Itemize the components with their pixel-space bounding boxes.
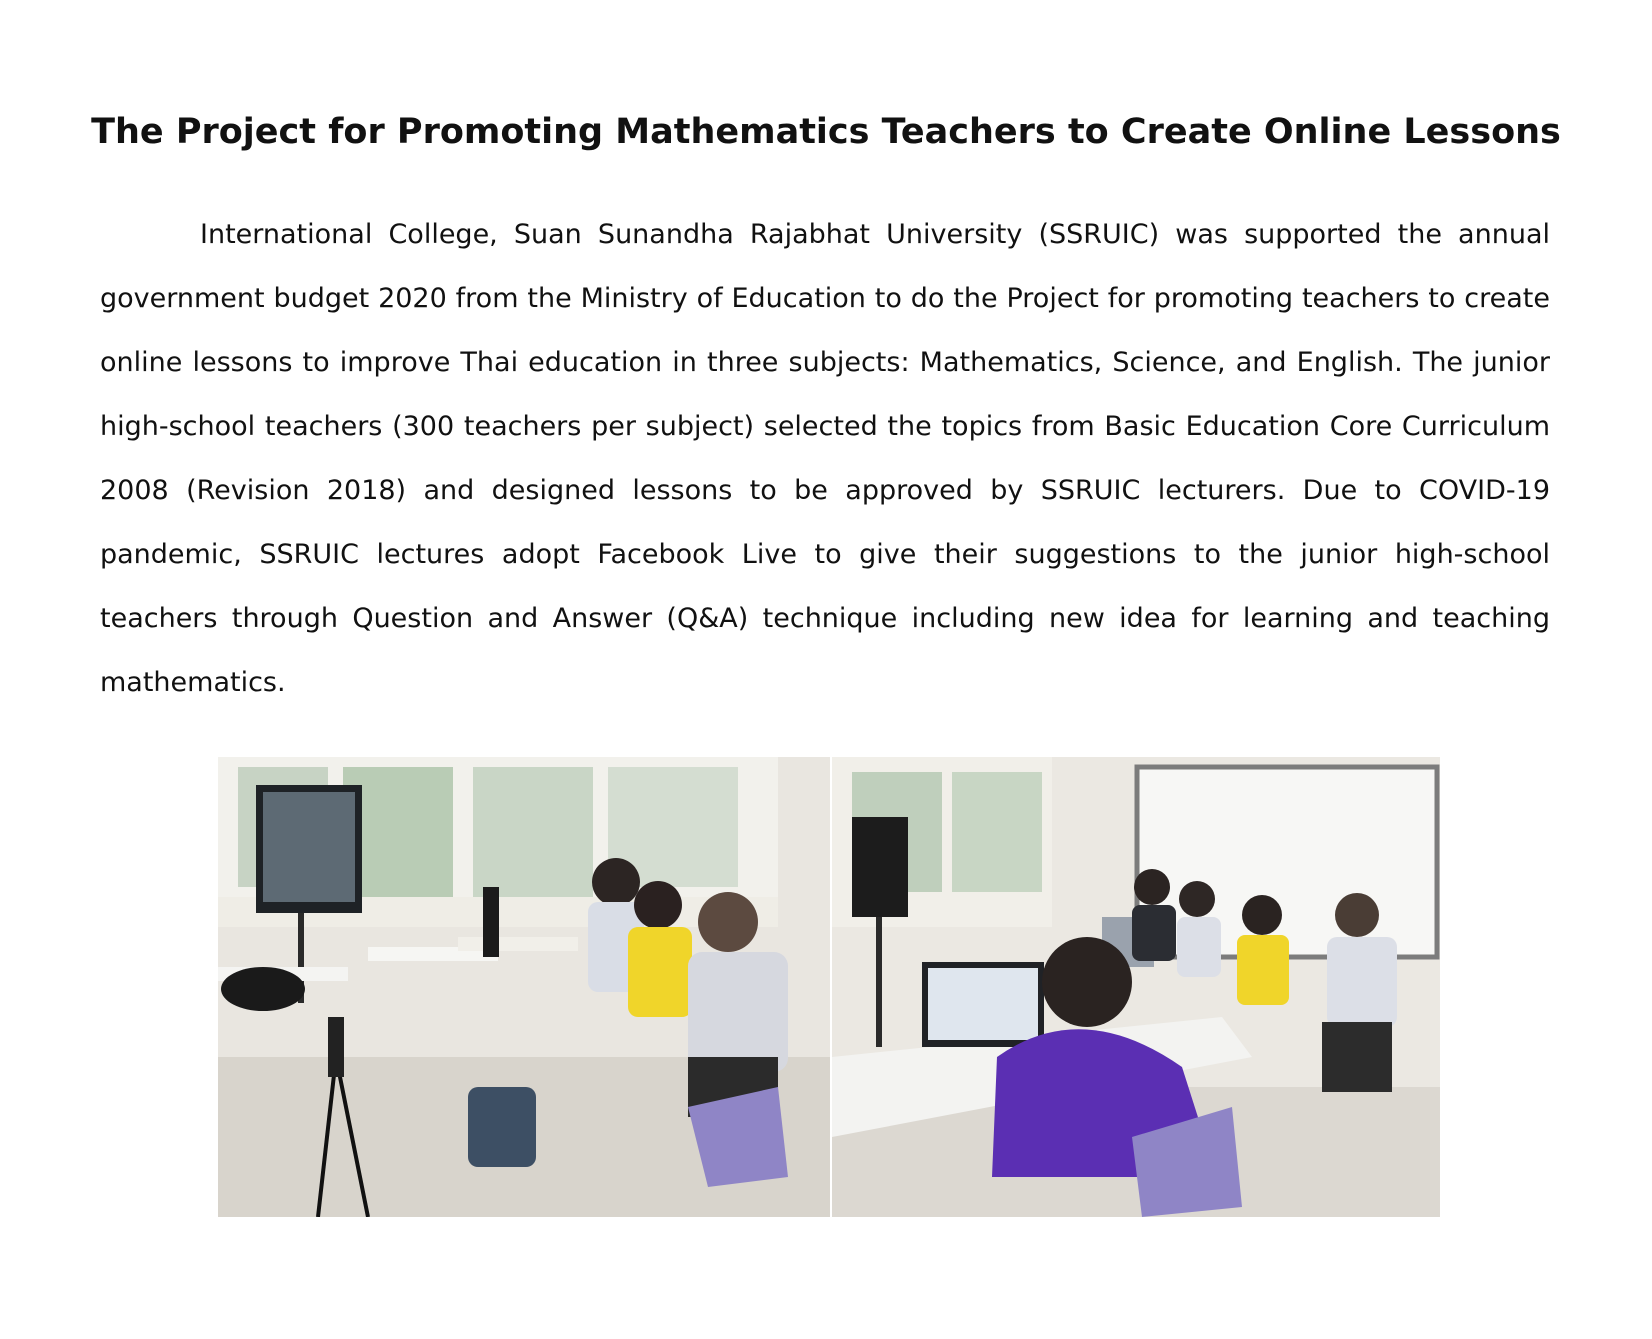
- photo-right-meeting-room: [832, 757, 1440, 1217]
- photo-row: [218, 757, 1440, 1217]
- page-title: The Project for Promoting Mathematics Teachers to Create Online Lessons: [91, 112, 1561, 152]
- body-paragraph: International College, Suan Sunandha Rajabhat University (SSRUIC) was supported the annual government budget 2020 from the Ministry of Education to do the Project for promoting teachers to create online lessons to improve Thai education in three subjects: Mathematics, Science, and English. The junior high-school teachers (300 teachers per subject) selected the topics from Basic Education Core Curriculum 2008 (Revision 2018) and designed lessons to be approved by SSRUIC lecturers. Due to COVID-19 pandemic, SSRUIC lectures adopt Facebook Live to give their suggestions to the junior high-school teachers through Question and Answer (Q&A) technique including new idea for learning and teaching mathematics.: [100, 219, 1550, 698]
- photo-left-meeting-room: [218, 757, 830, 1217]
